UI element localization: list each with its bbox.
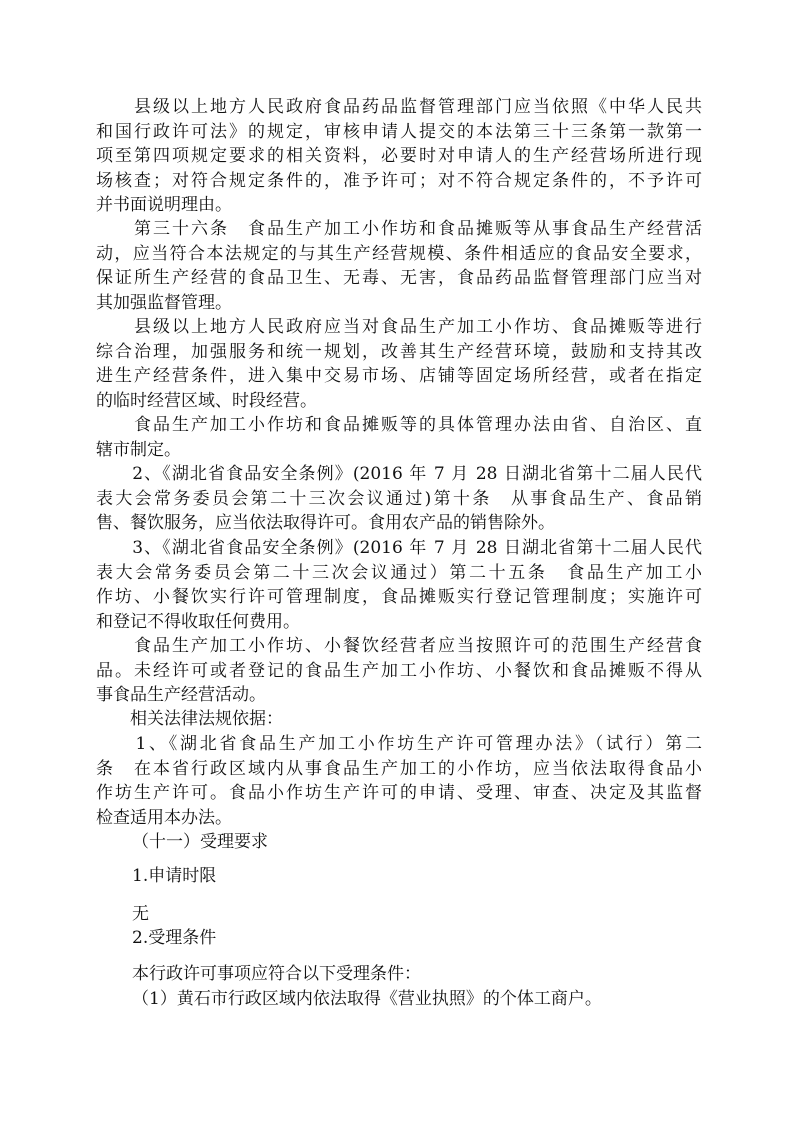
item-application-period-value: 无: [132, 904, 149, 924]
text-line: 并书面说明理由。: [96, 195, 232, 215]
paragraph-workshop-license-measures: [96, 732, 702, 830]
item-application-period: 1.申请时限: [132, 866, 217, 886]
paragraph-article-36: [96, 217, 702, 315]
text-line: 1、《湖北省食品生产加工小作坊生产许可管理办法》（试行）第二: [96, 734, 702, 754]
text-line: 和国行政许可法》的规定，审核申请人提交的本法第三十三条第一款第一: [96, 121, 702, 142]
text-line: 食品生产加工小作坊、小餐饮经营者应当按照许可的范围生产经营食: [96, 636, 702, 656]
paragraph-management-measures: [96, 413, 702, 462]
paragraph-license-scope: [96, 634, 702, 708]
text-line: 综合治理，加强服务和统一规划，改善其生产经营环境，鼓励和支持其改: [96, 341, 702, 362]
text-line: 品。未经许可或者登记的食品生产加工小作坊、小餐饮和食品摊贩不得从: [96, 660, 702, 681]
text-line: 保证所生产经营的食品卫生、无毒、无害，食品药品监督管理部门应当对: [96, 268, 702, 288]
text-line: 条 在本省行政区域内从事食品生产加工的小作坊，应当依法取得食品小: [96, 758, 702, 779]
text-line: 3、《湖北省食品安全条例》(2016 年 7 月 28 日湖北省第十二届人民代: [96, 538, 702, 558]
text-line: 县级以上地方人民政府食品药品监督管理部门应当依照《中华人民共: [96, 97, 702, 117]
condition-1: （1）黄石市行政区域内依法取得《营业执照》的个体工商户。: [132, 989, 602, 1009]
text-line: 第三十六条 食品生产加工小作坊和食品摊贩等从事食品生产经营活: [96, 219, 702, 239]
paragraph-hubei-regulation-article-10: [96, 462, 702, 536]
text-line: 辖市制定。: [96, 439, 181, 460]
text-line: 相关法律法规依据：: [96, 709, 283, 729]
paragraph-approval-review: [96, 95, 702, 218]
text-line: 动，应当符合本法规定的与其生产经营规模、条件相适应的食品安全要求，: [96, 243, 702, 264]
text-line: 的临时经营区域、时段经营。: [96, 390, 317, 411]
text-line: 事食品生产经营活动。: [96, 685, 266, 705]
conditions-intro: 本行政许可事项应符合以下受理条件：: [132, 964, 421, 984]
text-line: 表大会常务委员会第二十三次会议通过)第十条 从事食品生产、食品销: [96, 488, 702, 509]
text-line: 进生产经营条件，进入集中交易市场、店铺等固定场所经营，或者在指定: [96, 366, 702, 386]
text-line: 食品生产加工小作坊和食品摊贩等的具体管理办法由省、自治区、直: [96, 415, 702, 435]
text-line: 作坊、小餐饮实行许可管理制度，食品摊贩实行登记管理制度；实施许可: [96, 587, 702, 607]
text-line: 2、《湖北省食品安全条例》(2016 年 7 月 28 日湖北省第十二届人民代: [96, 464, 702, 484]
text-line: 和登记不得收取任何费用。: [96, 611, 300, 632]
text-line: 项至第四项规定要求的相关资料，必要时对申请人的生产经营场所进行现: [96, 146, 702, 166]
paragraph-legal-basis-heading: [96, 707, 702, 732]
text-line: 场核查；对符合规定条件的，准予许可；对不符合规定条件的，不予许可: [96, 170, 702, 191]
text-line: 售、餐饮服务，应当依法取得许可。食用农产品的销售除外。: [96, 513, 555, 533]
text-line: 检查适用本办法。: [96, 807, 232, 828]
text-line: 其加强监督管理。: [96, 292, 232, 313]
text-line: 作坊生产许可。食品小作坊生产许可的申请、受理、审查、决定及其监督: [96, 783, 702, 803]
paragraph-comprehensive-governance: [96, 315, 702, 413]
item-acceptance-conditions: 2.受理条件: [132, 928, 217, 948]
text-line: 表大会常务委员会第二十三次会议通过）第二十五条 食品生产加工小: [96, 562, 702, 583]
section-heading: （十一）受理要求: [132, 832, 268, 852]
paragraph-hubei-regulation-article-25: [96, 536, 702, 634]
text-line: 县级以上地方人民政府应当对食品生产加工小作坊、食品摊贩等进行: [96, 317, 702, 337]
